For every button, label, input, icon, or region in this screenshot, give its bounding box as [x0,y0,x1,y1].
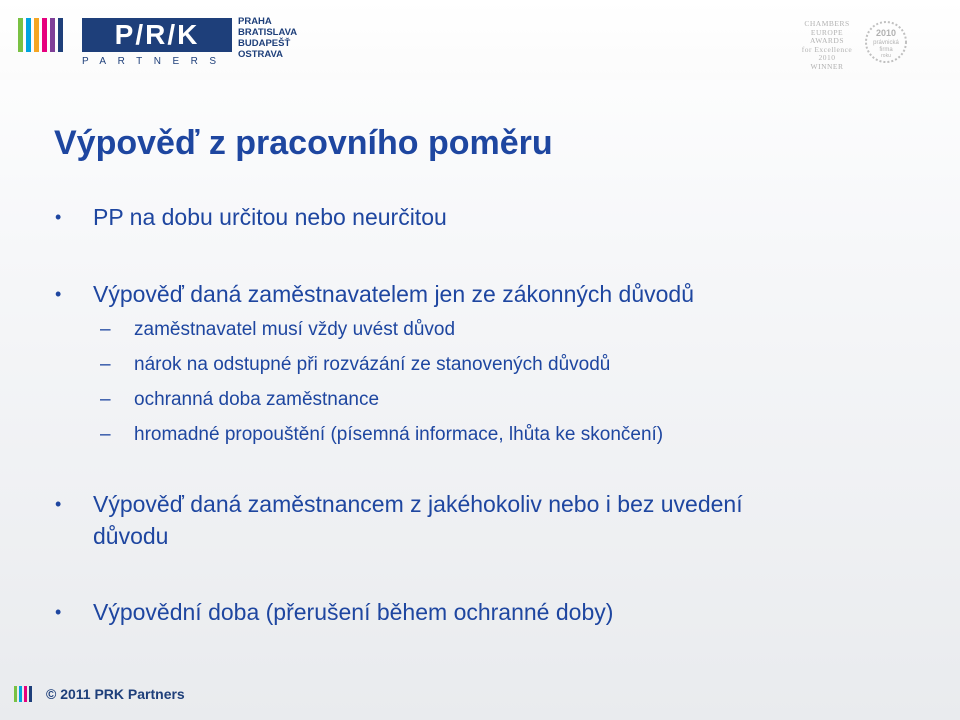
logo-stripe [42,18,47,52]
award-year-text: 2010 [875,28,897,38]
bullet-text: důvodu [93,523,169,549]
footer-stripe [14,686,17,702]
footer-stripe [29,686,32,702]
logo-cities [238,16,297,60]
prk-logo [18,14,298,70]
chambers-award-logo [800,20,854,71]
footer-copyright: © 2011 PRK Partners [46,686,185,702]
bullet-icon: • [55,284,62,304]
dash-icon: – [100,354,111,375]
award-line: právnická [873,40,899,46]
logo-stripe [34,18,39,52]
sub-bullet-text: zaměstnavatel musí vždy uvést důvod [134,319,456,340]
award-line: 2010 [818,53,836,62]
award-line: WINNER [810,61,844,71]
bullet-icon: • [55,494,62,514]
footer-stripe [24,686,27,702]
sub-bullet-text: nárok na odstupné při rozvázání ze stanovených důvodů [134,354,611,375]
footer [14,682,314,706]
city-label: PRAHA [238,16,272,27]
logo-stripes [18,18,78,52]
law-firm-of-year-award-logo [862,20,910,64]
award-line: AWARDS [809,36,845,45]
logo-stripe [18,18,23,52]
logo-partners-text: PARTNERS [82,56,228,67]
dash-icon: – [100,389,111,410]
logo-stripe [58,18,63,52]
city-label: BUDAPEŠŤ [238,38,291,49]
bullet-text: Výpovědní doba (přerušení během ochranné doby) [93,599,614,625]
logo-stripe [50,18,55,52]
bullet-icon: • [55,602,62,622]
sub-bullet-text: hromadné propouštění (písemná informace, lhůta ke skončení) [134,424,664,445]
dash-icon: – [100,424,111,445]
bullet-text: PP na dobu určitou nebo neurčitou [93,204,447,230]
footer-stripes [14,686,36,702]
award-line: CHAMBERS [804,19,850,28]
footer-stripe [19,686,22,702]
city-label: BRATISLAVA [238,27,298,38]
logo-prk-text: P/R/K [82,18,232,52]
bullet-text: Výpověď daná zaměstnancem z jakéhokoliv nebo i bez uvedení [93,491,743,517]
award-line: roku [881,53,891,59]
award-line: EUROPE [810,27,844,37]
bullet-text: Výpověď daná zaměstnavatelem jen ze zákonných důvodů [93,281,695,307]
awards-logos [800,19,930,71]
slide-title: Výpověď z pracovního poměru [54,124,553,162]
logo-stripe [26,18,31,52]
bullet-icon: • [55,207,62,227]
dash-icon: – [100,319,111,340]
award-line: for Excellence [801,44,853,54]
award-line: firma [879,47,893,53]
city-label: OSTRAVA [238,49,284,60]
sub-bullet-text: ochranná doba zaměstnance [134,389,380,410]
